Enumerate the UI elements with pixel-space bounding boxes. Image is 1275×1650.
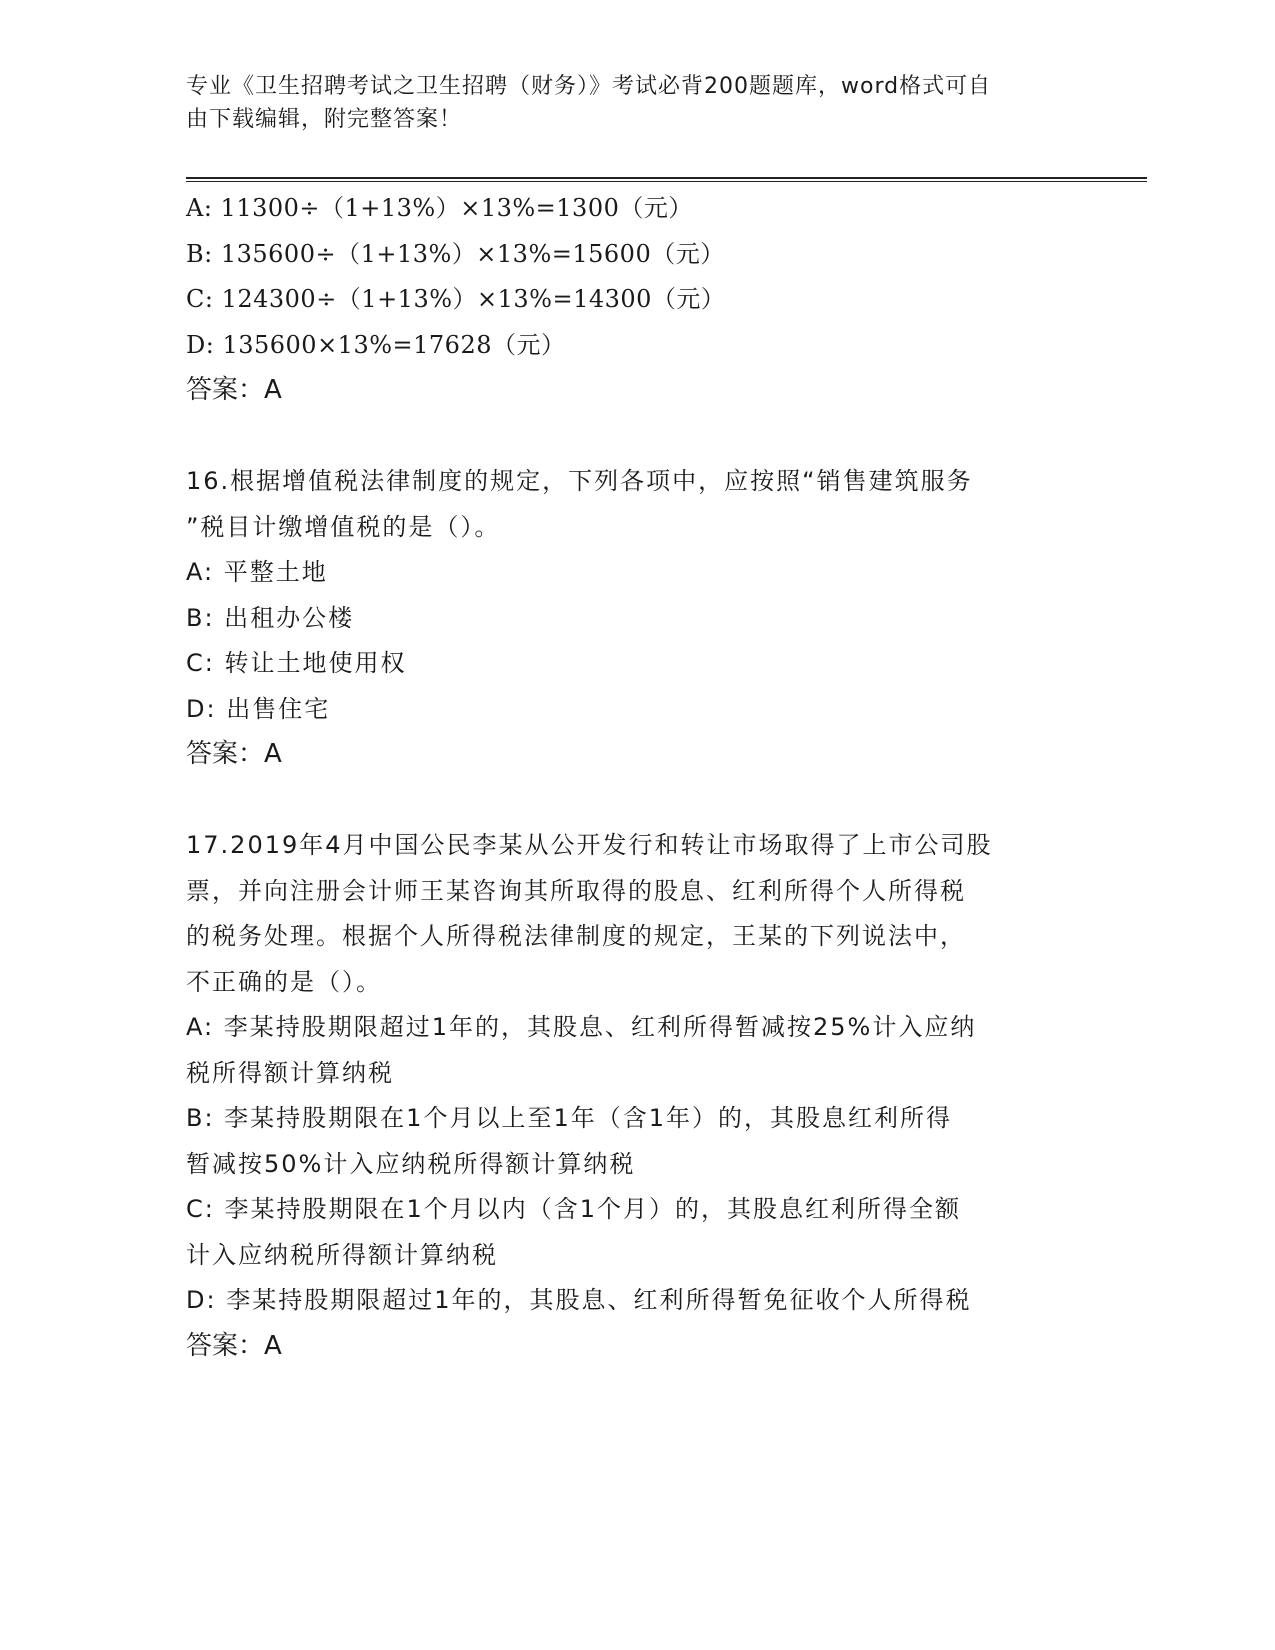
option-a: A: 11300÷（1+13%）×13%=1300（元） xyxy=(186,194,693,222)
option-b-continued: 暂减按50%计入应纳税所得额计算纳税 xyxy=(186,1149,636,1178)
question-17 xyxy=(186,823,1086,1369)
option-d: D: 135600×13%=17628（元） xyxy=(186,330,566,359)
option-d: D: 出售住宅 xyxy=(186,694,331,723)
question-stem-line: 的税务处理。根据个人所得税法律制度的规定，王某的下列说法中， xyxy=(186,922,966,950)
option-c: C: 转让土地使用权 xyxy=(186,649,407,677)
spacer xyxy=(186,778,1086,824)
option-b: B: 出租办公楼 xyxy=(186,603,355,632)
answer-line: 答案：A xyxy=(186,375,282,405)
question-16 xyxy=(186,459,1086,778)
spacer xyxy=(186,414,1086,460)
option-a: A: 平整土地 xyxy=(186,558,328,586)
question-stem-line: 16.根据增值税法律制度的规定，下列各项中，应按照“销售建筑服务 xyxy=(186,467,973,495)
option-d: D: 李某持股期限超过1年的，其股息、红利所得暂免征收个人所得税 xyxy=(186,1286,972,1314)
header-divider-thin xyxy=(186,181,1147,182)
option-a-continued: 税所得额计算纳税 xyxy=(186,1058,394,1087)
document-header xyxy=(186,70,1066,136)
option-c: C: 124300÷（1+13%）×13%=14300（元） xyxy=(186,285,726,313)
option-c: C: 李某持股期限在1个月以内（含1个月）的，其股息红利所得全额 xyxy=(186,1195,962,1223)
option-b: B: 135600÷（1+13%）×13%=15600（元） xyxy=(186,239,725,268)
header-line-1: 专业《卫生招聘考试之卫生招聘（财务）》考试必背200题题库，word格式可自 xyxy=(186,74,992,99)
question-stem-line: 17.2019年4月中国公民李某从公开发行和转让市场取得了上市公司股 xyxy=(186,831,993,859)
option-b: B: 李某持股期限在1个月以上至1年（含1年）的，其股息红利所得 xyxy=(186,1104,952,1132)
question-content xyxy=(186,186,1086,1369)
header-divider-thick xyxy=(186,177,1147,179)
answer-line: 答案：A xyxy=(186,739,282,769)
question-15 xyxy=(186,186,1086,414)
option-c-continued: 计入应纳税所得额计算纳税 xyxy=(186,1240,498,1269)
answer-line: 答案：A xyxy=(186,1330,282,1361)
question-stem-line: 不正确的是（）。 xyxy=(186,967,382,996)
question-stem-line: ”税目计缴增值税的是（）。 xyxy=(186,512,501,541)
question-stem-line: 票，并向注册会计师王某咨询其所取得的股息、红利所得个人所得税 xyxy=(186,876,966,905)
header-line-2: 由下载编辑，附完整答案！ xyxy=(186,107,463,132)
option-a: A: 李某持股期限超过1年的，其股息、红利所得暂减按25%计入应纳 xyxy=(186,1013,977,1041)
